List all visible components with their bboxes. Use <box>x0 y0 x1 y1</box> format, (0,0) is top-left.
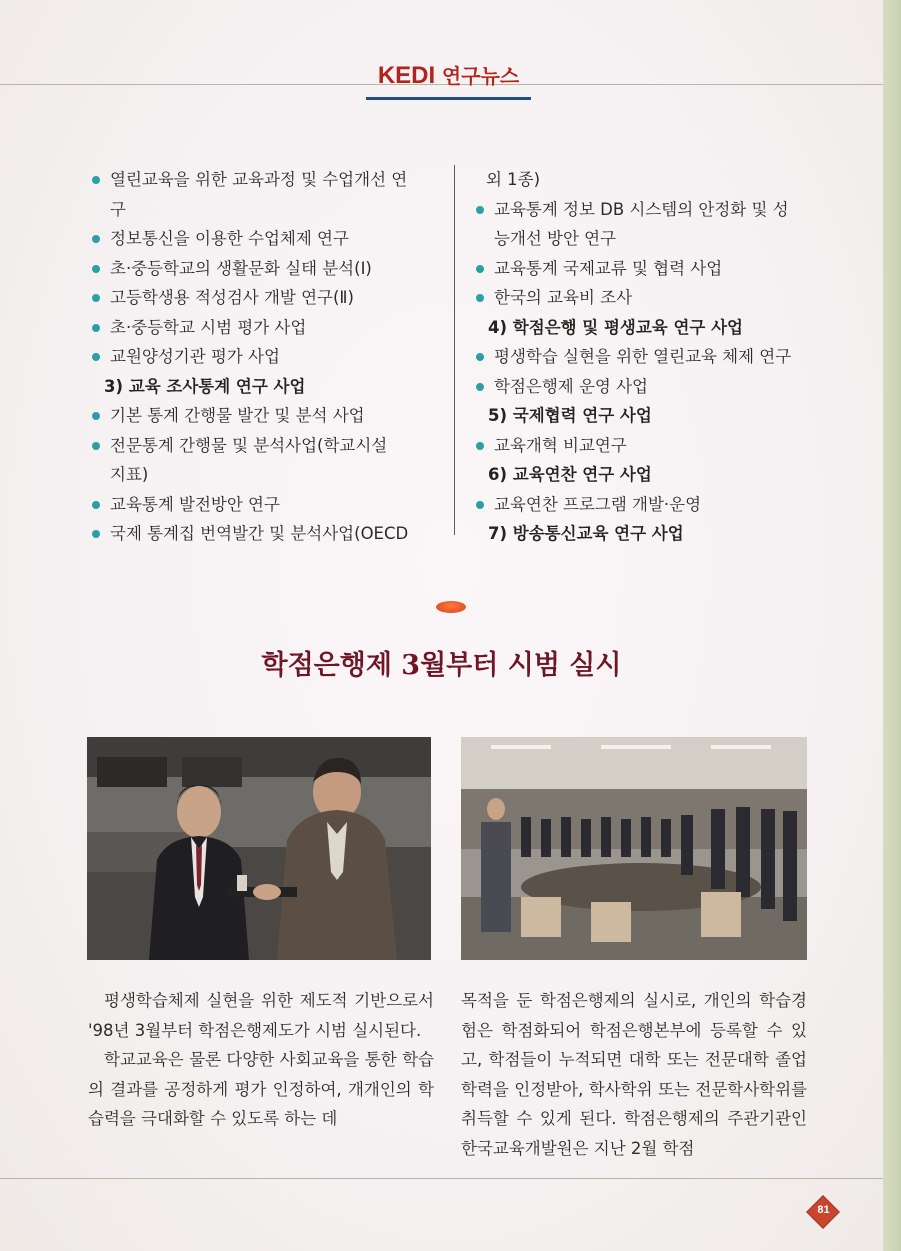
bullet-icon <box>92 353 100 361</box>
logo-text: 연구뉴스 <box>441 66 520 88</box>
list-item-text: 6) 교육연찬 연구 사업 <box>488 465 652 484</box>
list-item-text: 학점은행제 운영 사업 <box>494 376 648 396</box>
page-number-badge <box>808 1197 840 1229</box>
right-column <box>472 165 812 549</box>
list-item-text: 지표) <box>110 465 149 484</box>
list-item-text: 전문통계 간행물 및 분석사업(학교시설 <box>110 435 388 455</box>
list-item-text: 평생학습 실현을 위한 열린교육 체제 연구 <box>494 347 792 366</box>
list-item-text: 능개선 방안 연구 <box>494 229 617 248</box>
list-item-text: 3) 교육 조사통계 연구 사업 <box>104 376 306 396</box>
list-item-text: 교육통계 국제교류 및 협력 사업 <box>494 258 723 278</box>
list-item <box>472 431 812 461</box>
list-item <box>472 342 812 372</box>
section-header <box>366 58 531 100</box>
page-edge-strip <box>883 0 901 1251</box>
list-item-text: 기본 통계 간행물 발간 및 분석 사업 <box>110 406 365 425</box>
list-item-text: 구 <box>110 199 126 219</box>
list-item-text: 고등학생용 적성검사 개발 연구(Ⅱ) <box>110 288 354 307</box>
list-item <box>472 195 812 225</box>
header-underline <box>366 97 531 100</box>
article-paragraph: 평생학습체제 실현을 위한 제도적 기반으로서 '98년 3월부터 학점은행제도가 시범 실시된다. <box>88 991 434 1040</box>
bullet-icon <box>92 294 100 302</box>
list-item <box>88 224 440 254</box>
logo-brand: KEDI <box>377 62 436 89</box>
article-title: 학점은행제 3월부터 시범 실시 <box>261 650 622 681</box>
bullet-icon <box>92 265 100 273</box>
section-heading <box>472 460 812 490</box>
list-item-text: 열린교육을 위한 교육과정 및 수업개선 연 <box>110 170 408 189</box>
list-item-text: 교육통계 발전방안 연구 <box>110 494 280 514</box>
photo-meeting <box>461 737 807 960</box>
list-item-text: 교원양성기관 평가 사업 <box>110 347 280 366</box>
list-item-text: 교육개혁 비교연구 <box>494 435 627 455</box>
bullet-icon <box>476 353 484 361</box>
list-item-text: 교육통계 정보 DB 시스템의 안정화 및 성 <box>494 199 789 219</box>
bullet-icon <box>92 412 100 420</box>
footer-rule <box>0 1178 883 1179</box>
list-item-text: 한국의 교육비 조사 <box>494 288 633 307</box>
bullet-icon <box>92 235 100 243</box>
article-paragraph: 학교교육은 물론 다양한 사회교육을 통한 학습의 결과를 공정하게 평가 인정하여, 개개인의 학습력을 극대화할 수 있도록 하는 데 <box>88 1050 434 1128</box>
bullet-icon <box>476 206 484 214</box>
list-item-continuation <box>472 224 812 254</box>
bullet-icon <box>476 442 484 450</box>
kedi-logo <box>366 58 531 95</box>
article-body-right <box>461 986 807 1163</box>
list-item-text: 7) 방송통신교육 연구 사업 <box>488 524 684 543</box>
bullet-icon <box>92 501 100 509</box>
section-heading <box>88 372 440 402</box>
bullet-icon <box>92 176 100 184</box>
bullet-icon <box>476 294 484 302</box>
bullet-icon <box>476 265 484 273</box>
list-item <box>472 372 812 402</box>
photo-ceremony <box>87 737 431 960</box>
list-item-text: 초·중등학교 시범 평가 사업 <box>110 317 307 337</box>
list-item-continuation <box>88 460 440 490</box>
article-paragraph: 목적을 둔 학점은행제의 실시로, 개인의 학습경험은 학점화되어 학점은행본부에 등록할 수 있고, 학점들이 누적되면 대학 또는 전문대학 졸업학력을 인정받아, 학사학위 또는 전문학사학위를 취득할 수 있게 된다. 학점은행제의 주관기관인 한국교육개발원은 지난 2월 학점 <box>461 991 807 1158</box>
bullet-icon <box>476 501 484 509</box>
list-item <box>472 490 812 520</box>
list-item <box>88 431 440 461</box>
list-item <box>88 490 440 520</box>
list-item-text: 국제 통계집 번역발간 및 분석사업(OECD <box>110 524 409 543</box>
list-item-continuation <box>472 165 812 195</box>
left-column <box>88 165 440 549</box>
bullet-icon <box>92 442 100 450</box>
column-divider <box>454 165 455 535</box>
list-item <box>88 283 440 313</box>
list-item-text: 교육연찬 프로그램 개발·운영 <box>494 494 702 514</box>
list-item <box>88 342 440 372</box>
section-heading <box>472 313 812 343</box>
list-item-text: 정보통신을 이용한 수업체제 연구 <box>110 229 349 248</box>
list-item <box>88 313 440 343</box>
list-item-text: 외 1종) <box>486 170 541 189</box>
bullet-icon <box>476 383 484 391</box>
bullet-icon <box>92 324 100 332</box>
list-item-text: 5) 국제협력 연구 사업 <box>488 406 652 425</box>
section-heading <box>472 401 812 431</box>
list-item <box>472 283 812 313</box>
list-item-text: 4) 학점은행 및 평생교육 연구 사업 <box>488 317 743 337</box>
bullet-icon <box>92 530 100 538</box>
title-ornament <box>436 601 466 613</box>
list-item-text: 초·중등학교의 생활문화 실태 분석(Ⅰ) <box>110 258 372 278</box>
page-number: 81 <box>817 1204 830 1216</box>
list-item <box>88 401 440 431</box>
article-body-left <box>88 986 434 1134</box>
section-heading <box>472 519 812 549</box>
list-item <box>88 519 440 549</box>
list-item <box>88 165 440 195</box>
list-item <box>88 254 440 284</box>
list-item <box>472 254 812 284</box>
list-item-continuation <box>88 195 440 225</box>
